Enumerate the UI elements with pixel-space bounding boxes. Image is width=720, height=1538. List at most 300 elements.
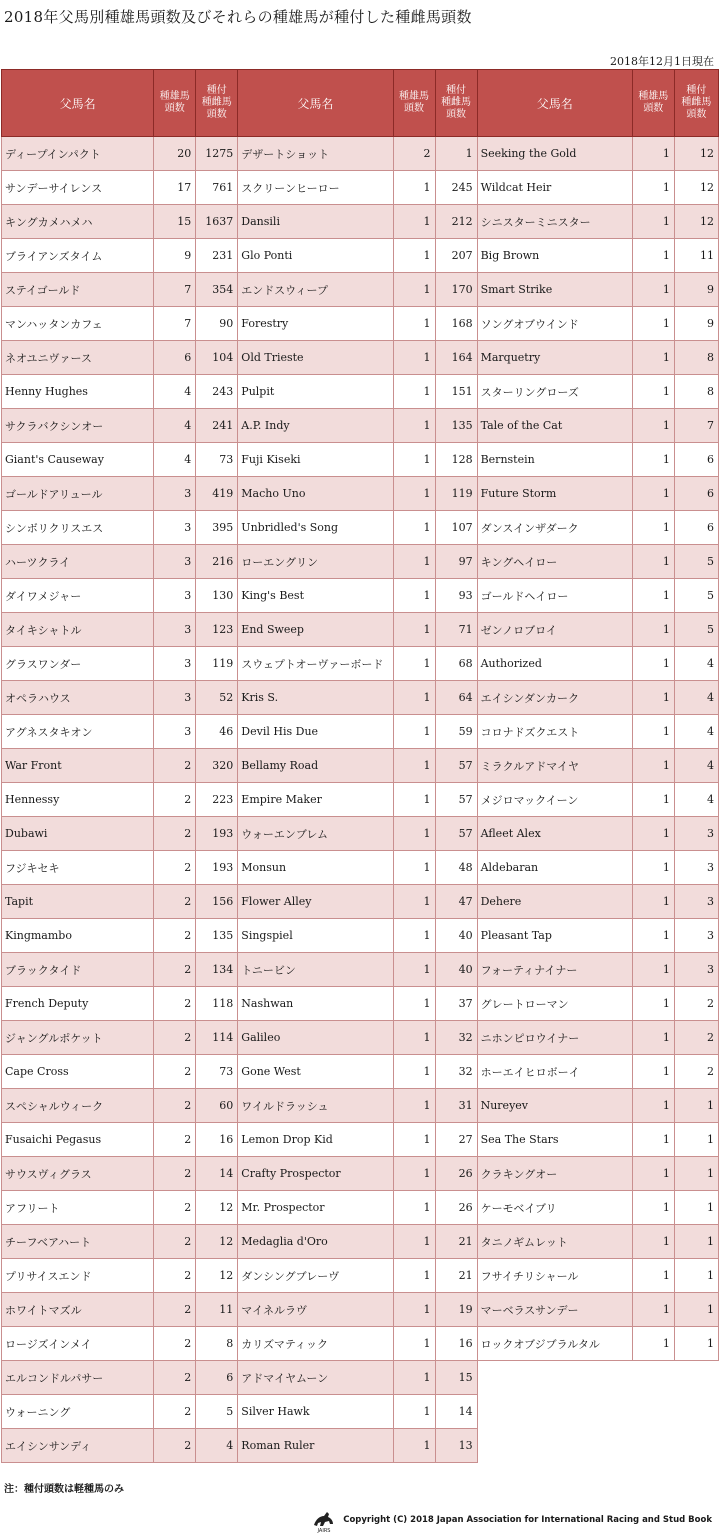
stallion-count-cell: 6 [154, 341, 196, 375]
bred-count-cell: 354 [196, 273, 238, 307]
sire-name-cell: Aldebaran [477, 851, 632, 885]
stallion-count-cell: 9 [154, 239, 196, 273]
sire-name-cell: デザートショット [238, 137, 393, 171]
bred-count-cell: 419 [196, 477, 238, 511]
sire-name-cell: Henny Hughes [2, 375, 154, 409]
sire-name-cell: Mr. Prospector [238, 1191, 393, 1225]
sire-name-cell: A.P. Indy [238, 409, 393, 443]
stallion-count-cell: 2 [154, 1361, 196, 1395]
sire-name-cell: Cape Cross [2, 1055, 154, 1089]
bred-count-cell: 207 [435, 239, 477, 273]
header-bred-count: 種付 種雌馬 頭数 [435, 70, 477, 137]
sire-name-cell: Hennessy [2, 783, 154, 817]
sire-name-cell: フジキセキ [2, 851, 154, 885]
stallion-count-cell: 2 [154, 749, 196, 783]
bred-count-cell: 12 [196, 1191, 238, 1225]
stallion-count-cell: 1 [632, 579, 674, 613]
bred-count-cell: 73 [196, 443, 238, 477]
bred-count-cell: 5 [674, 579, 718, 613]
sire-name-cell: Silver Hawk [238, 1395, 393, 1429]
sire-name-cell: Dansili [238, 205, 393, 239]
stallion-count-cell: 1 [393, 851, 435, 885]
table-row [2, 375, 719, 409]
stallion-count-cell: 2 [154, 987, 196, 1021]
sire-name-cell: Nureyev [477, 1089, 632, 1123]
sire-name-cell: ジャングルポケット [2, 1021, 154, 1055]
sire-name-cell: ゼンノロブロイ [477, 613, 632, 647]
sire-name-cell: Fusaichi Pegasus [2, 1123, 154, 1157]
sire-name-cell: Dehere [477, 885, 632, 919]
bred-count-cell: 15 [435, 1361, 477, 1395]
sire-name-cell: Smart Strike [477, 273, 632, 307]
bred-count-cell: 2 [674, 1021, 718, 1055]
bred-count-cell: 68 [435, 647, 477, 681]
header-sire-name: 父馬名 [2, 70, 154, 137]
table-row [2, 783, 719, 817]
stallion-count-cell: 4 [154, 375, 196, 409]
table-row [2, 1021, 719, 1055]
bred-count-cell: 90 [196, 307, 238, 341]
bred-count-cell: 119 [435, 477, 477, 511]
stallion-count-cell: 1 [393, 273, 435, 307]
bred-count-cell: 71 [435, 613, 477, 647]
table-row [2, 987, 719, 1021]
sire-name-cell: Roman Ruler [238, 1429, 393, 1463]
stallion-count-cell: 1 [393, 885, 435, 919]
sire-name-cell: グレートローマン [477, 987, 632, 1021]
sire-name-cell: ハーツクライ [2, 545, 154, 579]
stallion-count-cell: 1 [393, 1191, 435, 1225]
stallion-count-cell: 1 [632, 239, 674, 273]
sire-name-cell: ニホンピロウイナー [477, 1021, 632, 1055]
header-stallion-count: 種雄馬 頭数 [154, 70, 196, 137]
bred-count-cell: 223 [196, 783, 238, 817]
bred-count-cell: 1 [435, 137, 477, 171]
sire-name-cell: Bernstein [477, 443, 632, 477]
table-row [2, 477, 719, 511]
bred-count-cell: 3 [674, 851, 718, 885]
table-row [2, 1191, 719, 1225]
stallion-count-cell: 20 [154, 137, 196, 171]
sire-name-cell: サンデーサイレンス [2, 171, 154, 205]
sire-name-cell: Galileo [238, 1021, 393, 1055]
bred-count-cell: 1 [674, 1225, 718, 1259]
sire-name-cell: Empire Maker [238, 783, 393, 817]
stallion-count-cell: 17 [154, 171, 196, 205]
stallion-count-cell: 2 [154, 1429, 196, 1463]
stallion-count-cell: 1 [393, 477, 435, 511]
stallion-table-container [1, 69, 719, 1463]
sire-name-cell: Unbridled's Song [238, 511, 393, 545]
sire-name-cell: Giant's Causeway [2, 443, 154, 477]
sire-name-cell: Monsun [238, 851, 393, 885]
table-row [2, 817, 719, 851]
bred-count-cell: 60 [196, 1089, 238, 1123]
bred-count-cell: 64 [435, 681, 477, 715]
table-row [2, 137, 719, 171]
bred-count-cell: 57 [435, 749, 477, 783]
stallion-count-cell: 2 [154, 1395, 196, 1429]
sire-name-cell: Forestry [238, 307, 393, 341]
sire-name-cell: Future Storm [477, 477, 632, 511]
bred-count-cell: 107 [435, 511, 477, 545]
stallion-count-cell: 1 [393, 1429, 435, 1463]
stallion-count-cell: 1 [393, 1021, 435, 1055]
bred-count-cell: 8 [674, 341, 718, 375]
sire-name-cell: アフリート [2, 1191, 154, 1225]
stallion-count-cell: 1 [393, 1395, 435, 1429]
table-row [2, 1089, 719, 1123]
stallion-count-cell: 7 [154, 307, 196, 341]
sire-name-cell: コロナドズクエスト [477, 715, 632, 749]
stallion-count-cell: 1 [393, 409, 435, 443]
sire-name-cell: チーフベアハート [2, 1225, 154, 1259]
stallion-count-cell: 1 [632, 1327, 674, 1361]
sire-name-cell: メジロマックイーン [477, 783, 632, 817]
bred-count-cell: 395 [196, 511, 238, 545]
table-row [2, 1123, 719, 1157]
sire-name-cell: Nashwan [238, 987, 393, 1021]
stallion-count-cell: 2 [154, 851, 196, 885]
table-row [2, 1259, 719, 1293]
stallion-count-cell: 1 [393, 1361, 435, 1395]
table-row [2, 443, 719, 477]
bred-count-cell: 59 [435, 715, 477, 749]
bred-count-cell: 37 [435, 987, 477, 1021]
bred-count-cell: 1 [674, 1259, 718, 1293]
table-row [2, 681, 719, 715]
stallion-count-cell: 1 [632, 341, 674, 375]
bred-count-cell: 1275 [196, 137, 238, 171]
table-row [2, 647, 719, 681]
sire-name-cell: Pulpit [238, 375, 393, 409]
sire-name-cell: Marquetry [477, 341, 632, 375]
sire-name-cell: ミラクルアドマイヤ [477, 749, 632, 783]
stallion-count-cell: 2 [154, 1259, 196, 1293]
stallion-count-cell: 2 [154, 1225, 196, 1259]
bred-count-cell: 3 [674, 885, 718, 919]
stallion-count-cell: 1 [632, 137, 674, 171]
stallion-count-cell: 1 [393, 749, 435, 783]
header-stallion-count: 種雄馬 頭数 [393, 70, 435, 137]
bred-count-cell: 193 [196, 817, 238, 851]
empty-cell [674, 1361, 718, 1395]
stallion-count-cell: 1 [393, 647, 435, 681]
stallion-count-cell: 4 [154, 443, 196, 477]
sire-name-cell: ホワイトマズル [2, 1293, 154, 1327]
bred-count-cell: 4 [674, 783, 718, 817]
sire-name-cell: ウォーエンブレム [238, 817, 393, 851]
bred-count-cell: 4 [674, 681, 718, 715]
table-row [2, 919, 719, 953]
bred-count-cell: 119 [196, 647, 238, 681]
stallion-count-cell: 3 [154, 477, 196, 511]
sire-name-cell: ホーエイヒロボーイ [477, 1055, 632, 1089]
sire-name-cell: サクラバクシンオー [2, 409, 154, 443]
stallion-count-cell: 3 [154, 715, 196, 749]
sire-name-cell: スウェプトオーヴァーボード [238, 647, 393, 681]
bred-count-cell: 16 [435, 1327, 477, 1361]
sire-name-cell: クラキングオー [477, 1157, 632, 1191]
sire-name-cell: Singspiel [238, 919, 393, 953]
stallion-count-cell: 3 [154, 579, 196, 613]
stallion-count-cell: 3 [154, 613, 196, 647]
table-row [2, 1055, 719, 1089]
sire-name-cell: エンドスウィープ [238, 273, 393, 307]
sire-name-cell: グラスワンダー [2, 647, 154, 681]
stallion-count-cell: 1 [632, 1123, 674, 1157]
stallion-count-cell: 2 [154, 1157, 196, 1191]
bred-count-cell: 26 [435, 1157, 477, 1191]
stallion-count-cell: 1 [393, 1225, 435, 1259]
sire-name-cell: ディープインパクト [2, 137, 154, 171]
sire-name-cell: ブラックタイド [2, 953, 154, 987]
stallion-count-cell: 2 [154, 1123, 196, 1157]
bred-count-cell: 4 [196, 1429, 238, 1463]
bred-count-cell: 3 [674, 953, 718, 987]
bred-count-cell: 19 [435, 1293, 477, 1327]
stallion-count-cell: 1 [632, 545, 674, 579]
bred-count-cell: 6 [674, 511, 718, 545]
stallion-count-cell: 1 [393, 681, 435, 715]
sire-name-cell: ワイルドラッシュ [238, 1089, 393, 1123]
bred-count-cell: 245 [435, 171, 477, 205]
sire-name-cell: マーベラスサンデー [477, 1293, 632, 1327]
bred-count-cell: 241 [196, 409, 238, 443]
bred-count-cell: 1 [674, 1293, 718, 1327]
sire-name-cell: ネオユニヴァース [2, 341, 154, 375]
sire-name-cell: キングヘイロー [477, 545, 632, 579]
stallion-count-cell: 2 [154, 1055, 196, 1089]
bred-count-cell: 243 [196, 375, 238, 409]
bred-count-cell: 151 [435, 375, 477, 409]
stallion-count-cell: 1 [393, 511, 435, 545]
bred-count-cell: 1 [674, 1157, 718, 1191]
stallion-count-cell: 2 [154, 817, 196, 851]
sire-name-cell: フサイチリシャール [477, 1259, 632, 1293]
stallion-count-cell: 1 [393, 1293, 435, 1327]
bred-count-cell: 5 [674, 545, 718, 579]
bred-count-cell: 1 [674, 1089, 718, 1123]
sire-name-cell: アグネスタキオン [2, 715, 154, 749]
stallion-count-cell: 2 [154, 1089, 196, 1123]
sire-name-cell: Macho Uno [238, 477, 393, 511]
stallion-count-cell: 1 [632, 477, 674, 511]
bred-count-cell: 4 [674, 749, 718, 783]
bred-count-cell: 32 [435, 1021, 477, 1055]
stallion-count-cell: 1 [632, 749, 674, 783]
header-sire-name: 父馬名 [477, 70, 632, 137]
bred-count-cell: 104 [196, 341, 238, 375]
bred-count-cell: 128 [435, 443, 477, 477]
stallion-count-cell: 1 [393, 1157, 435, 1191]
empty-cell [632, 1361, 674, 1395]
bred-count-cell: 16 [196, 1123, 238, 1157]
stallion-count-cell: 3 [154, 511, 196, 545]
stallion-count-cell: 1 [632, 375, 674, 409]
as-of-date: 2018年12月1日現在 [610, 55, 714, 68]
sire-name-cell: Medaglia d'Oro [238, 1225, 393, 1259]
stallion-count-cell: 1 [393, 919, 435, 953]
table-row [2, 511, 719, 545]
sire-name-cell: シニスターミニスター [477, 205, 632, 239]
sire-name-cell: シンボリクリスエス [2, 511, 154, 545]
bred-count-cell: 193 [196, 851, 238, 885]
sire-name-cell: キングカメハメハ [2, 205, 154, 239]
empty-cell [674, 1429, 718, 1463]
stallion-count-cell: 1 [393, 987, 435, 1021]
table-row [2, 273, 719, 307]
table-row [2, 1395, 719, 1429]
sire-name-cell: マンハッタンカフェ [2, 307, 154, 341]
logo-text: JAIRS [317, 1528, 331, 1533]
bred-count-cell: 170 [435, 273, 477, 307]
stallion-count-cell: 2 [154, 1327, 196, 1361]
bred-count-cell: 168 [435, 307, 477, 341]
sire-name-cell: マイネルラヴ [238, 1293, 393, 1327]
sire-name-cell: ダイワメジャー [2, 579, 154, 613]
stallion-count-cell: 1 [632, 715, 674, 749]
bred-count-cell: 97 [435, 545, 477, 579]
page-title: 2018年父馬別種雄馬頭数及びそれらの種雄馬が種付した種雌馬頭数 [4, 8, 472, 26]
bred-count-cell: 212 [435, 205, 477, 239]
bred-count-cell: 26 [435, 1191, 477, 1225]
sire-name-cell: Glo Ponti [238, 239, 393, 273]
stallion-count-cell: 1 [632, 409, 674, 443]
sire-name-cell: エイシンダンカーク [477, 681, 632, 715]
stallion-count-cell: 1 [393, 715, 435, 749]
stallion-count-cell: 1 [393, 579, 435, 613]
table-row [2, 1293, 719, 1327]
stallion-count-cell: 15 [154, 205, 196, 239]
stallion-count-cell: 1 [393, 817, 435, 851]
header-bred-count: 種付 種雌馬 頭数 [196, 70, 238, 137]
table-row [2, 1157, 719, 1191]
table-row [2, 1225, 719, 1259]
bred-count-cell: 2 [674, 987, 718, 1021]
sire-name-cell: Pleasant Tap [477, 919, 632, 953]
bred-count-cell: 320 [196, 749, 238, 783]
bred-count-cell: 9 [674, 273, 718, 307]
table-row [2, 307, 719, 341]
sire-name-cell: ゴールドヘイロー [477, 579, 632, 613]
bred-count-cell: 164 [435, 341, 477, 375]
sire-name-cell: エイシンサンディ [2, 1429, 154, 1463]
sire-name-cell: オペラハウス [2, 681, 154, 715]
jairs-horse-logo-icon [311, 1507, 337, 1533]
sire-name-cell: ケーモベイブリ [477, 1191, 632, 1225]
bred-count-cell: 12 [674, 137, 718, 171]
stallion-count-cell: 1 [632, 1225, 674, 1259]
bred-count-cell: 27 [435, 1123, 477, 1157]
stallion-count-cell: 1 [393, 953, 435, 987]
sire-name-cell: Kingmambo [2, 919, 154, 953]
header-sire-name: 父馬名 [238, 70, 393, 137]
bred-count-cell: 118 [196, 987, 238, 1021]
stallion-count-cell: 1 [632, 307, 674, 341]
bred-count-cell: 9 [674, 307, 718, 341]
stallion-count-cell: 1 [632, 817, 674, 851]
bred-count-cell: 135 [435, 409, 477, 443]
sire-name-cell: エルコンドルパサー [2, 1361, 154, 1395]
bred-count-cell: 21 [435, 1259, 477, 1293]
sire-name-cell: カリズマティック [238, 1327, 393, 1361]
table-row [2, 545, 719, 579]
sire-name-cell: ダンシングブレーヴ [238, 1259, 393, 1293]
empty-cell [477, 1361, 632, 1395]
bred-count-cell: 21 [435, 1225, 477, 1259]
bred-count-cell: 14 [435, 1395, 477, 1429]
empty-cell [632, 1395, 674, 1429]
sire-name-cell: ステイゴールド [2, 273, 154, 307]
table-row [2, 239, 719, 273]
stallion-count-cell: 2 [154, 953, 196, 987]
bred-count-cell: 12 [196, 1225, 238, 1259]
sire-name-cell: アドマイヤムーン [238, 1361, 393, 1395]
empty-cell [674, 1395, 718, 1429]
sire-name-cell: ソングオブウインド [477, 307, 632, 341]
bred-count-cell: 2 [674, 1055, 718, 1089]
bred-count-cell: 40 [435, 919, 477, 953]
stallion-count-cell: 1 [393, 1259, 435, 1293]
stallion-count-cell: 1 [393, 1055, 435, 1089]
sire-name-cell: War Front [2, 749, 154, 783]
sire-name-cell: スクリーンヒーロー [238, 171, 393, 205]
stallion-count-cell: 1 [632, 885, 674, 919]
sire-name-cell: End Sweep [238, 613, 393, 647]
stallion-count-cell: 1 [632, 681, 674, 715]
stallion-count-cell: 3 [154, 681, 196, 715]
header-bred-count: 種付 種雌馬 頭数 [674, 70, 718, 137]
sire-name-cell: French Deputy [2, 987, 154, 1021]
footnote: 注：種付頭数は軽種馬のみ [4, 1484, 124, 1495]
sire-name-cell: Wildcat Heir [477, 171, 632, 205]
sire-name-cell: Crafty Prospector [238, 1157, 393, 1191]
sire-name-cell: ローエングリン [238, 545, 393, 579]
sire-name-cell: Kris S. [238, 681, 393, 715]
bred-count-cell: 13 [435, 1429, 477, 1463]
stallion-count-cell: 1 [393, 171, 435, 205]
bred-count-cell: 1637 [196, 205, 238, 239]
bred-count-cell: 73 [196, 1055, 238, 1089]
table-row [2, 1429, 719, 1463]
bred-count-cell: 6 [674, 443, 718, 477]
bred-count-cell: 14 [196, 1157, 238, 1191]
stallion-count-cell: 1 [632, 613, 674, 647]
stallion-count-cell: 1 [632, 171, 674, 205]
sire-name-cell: Seeking the Gold [477, 137, 632, 171]
stallion-count-cell: 1 [393, 375, 435, 409]
sire-name-cell: ゴールドアリュール [2, 477, 154, 511]
stallion-count-cell: 3 [154, 545, 196, 579]
stallion-count-cell: 1 [393, 1089, 435, 1123]
sire-name-cell: Flower Alley [238, 885, 393, 919]
stallion-count-cell: 1 [393, 545, 435, 579]
stallion-count-cell: 2 [154, 885, 196, 919]
bred-count-cell: 11 [674, 239, 718, 273]
sire-name-cell: タニノギムレット [477, 1225, 632, 1259]
stallion-count-cell: 2 [154, 1191, 196, 1225]
stallion-count-cell: 2 [154, 1021, 196, 1055]
stallion-count-cell: 1 [393, 307, 435, 341]
bred-count-cell: 5 [674, 613, 718, 647]
sire-name-cell: Tale of the Cat [477, 409, 632, 443]
bred-count-cell: 3 [674, 817, 718, 851]
empty-cell [632, 1429, 674, 1463]
sire-name-cell: Authorized [477, 647, 632, 681]
stallion-count-cell: 2 [393, 137, 435, 171]
bred-count-cell: 1 [674, 1123, 718, 1157]
